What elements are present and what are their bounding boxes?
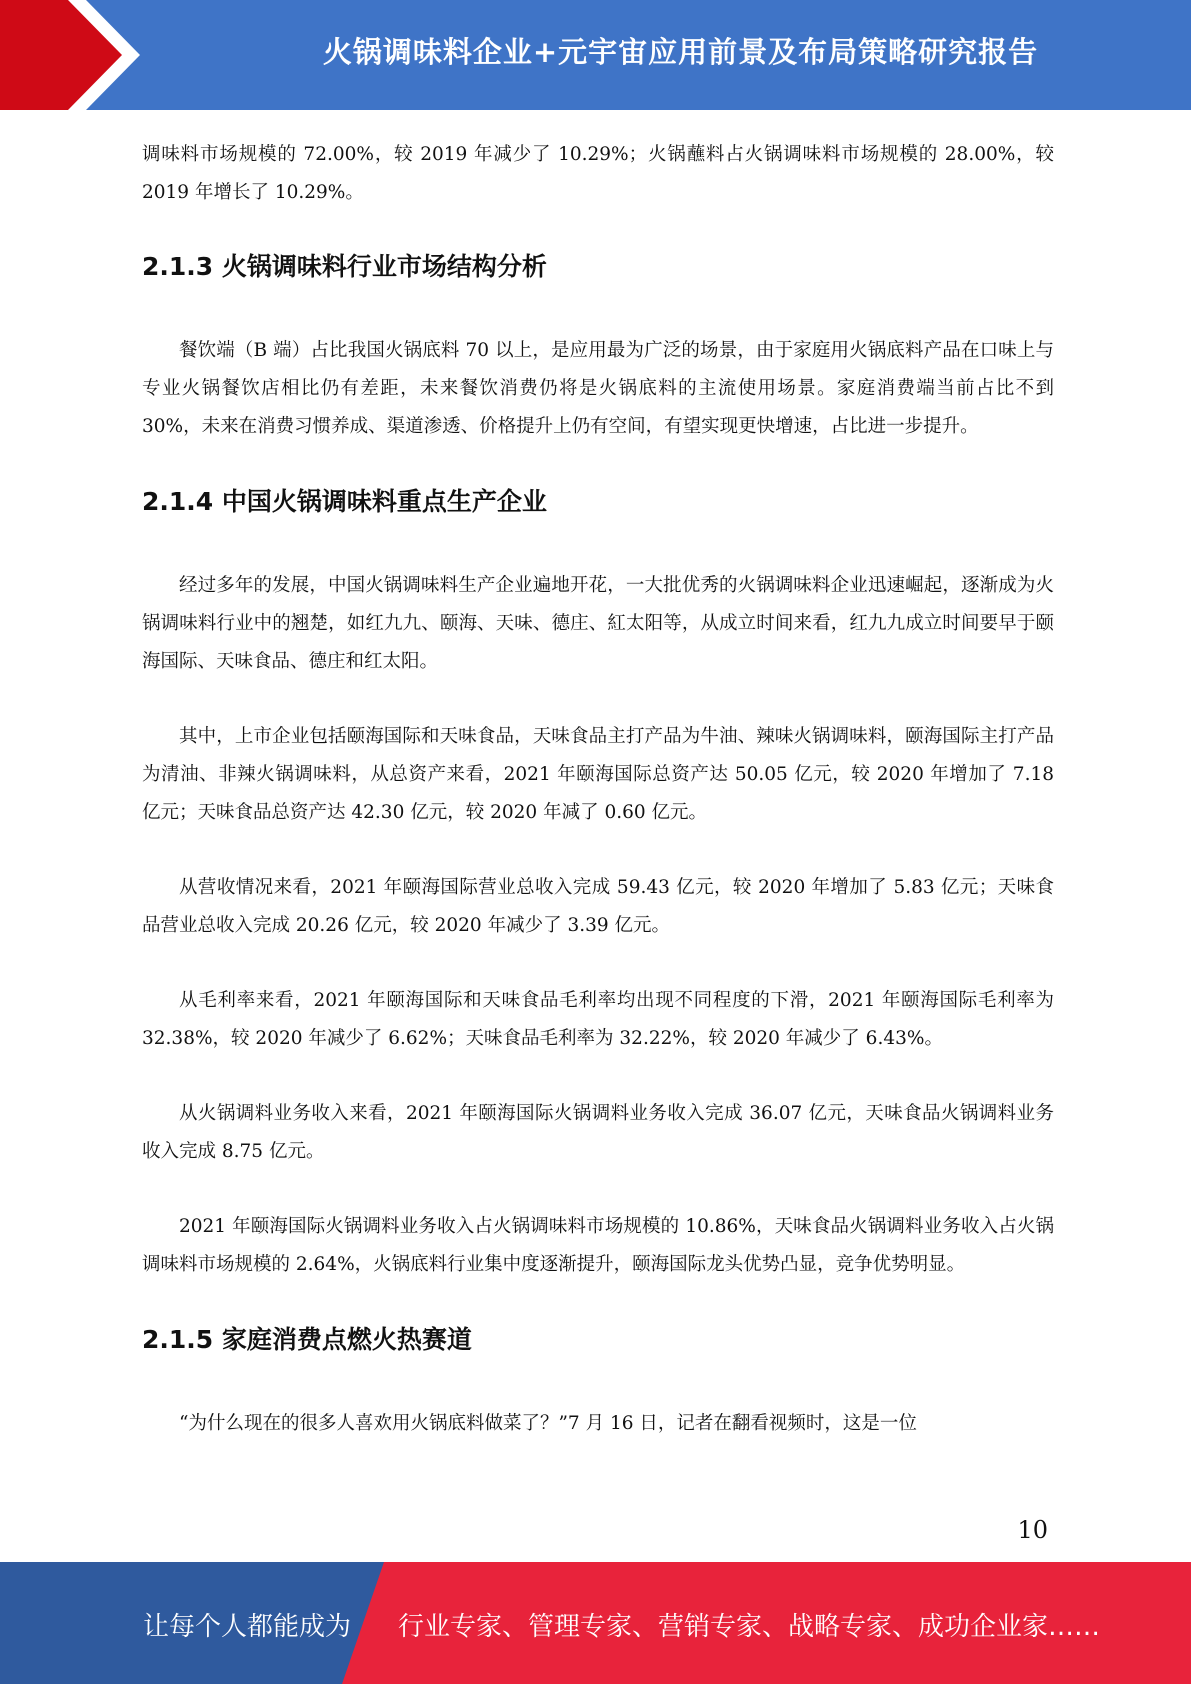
paragraph: 其中，上市企业包括颐海国际和天味食品，天味食品主打产品为牛油、辣味火锅调味料，颐海国际主打产品为清油、非辣火锅调味料，从总资产来看，2021 年颐海国际总资产达 50.05 亿元，较 2020 年增加了 7.18 亿元；天味食品总资产达 42.30 亿元，较 2020 年减了 0.60 亿元。 — [142, 726, 1054, 823]
document-body — [142, 136, 1054, 1480]
paragraph: 从火锅调料业务收入来看，2021 年颐海国际火锅调料业务收入完成 36.07 亿元，天味食品火锅调料业务收入完成 8.75 亿元。 — [142, 1103, 1054, 1162]
page-number: 10 — [1017, 1516, 1048, 1544]
paragraph: “为什么现在的很多人喜欢用火锅底料做菜了？”7 月 16 日，记者在翻看视频时，这是一位 — [179, 1413, 917, 1434]
page-header — [0, 0, 1191, 110]
footer-slogan-left: 让每个人都能成为 — [143, 1612, 352, 1642]
paragraph: 餐饮端（B 端）占比我国火锅底料 70 以上，是应用最为广泛的场景，由于家庭用火锅底料产品在口味上与专业火锅餐饮店相比仍有差距，未来餐饮消费仍将是火锅底料的主流使用场景。家庭消费端当前占比不到 30%，未来在消费习惯养成、渠道渗透、价格提升上仍有空间，有望实现更快增速，占比进一步提升。 — [142, 340, 1054, 437]
paragraph: 从营收情况来看，2021 年颐海国际营业总收入完成 59.43 亿元，较 2020 年增加了 5.83 亿元；天味食品营业总收入完成 20.26 亿元，较 2020 年减少了 3.39 亿元。 — [142, 877, 1054, 936]
footer-slogan-right: 行业专家、管理专家、营销专家、战略专家、成功企业家…… — [398, 1612, 1101, 1642]
report-title: 火锅调味料企业+元宇宙应用前景及布局策略研究报告 — [322, 35, 1039, 69]
intro-paragraph: 调味料市场规模的 72.00%，较 2019 年减少了 10.29%；火锅蘸料占火锅调味料市场规模的 28.00%，较 2019 年增长了 10.29%。 — [142, 144, 1054, 203]
paragraph: 2021 年颐海国际火锅调料业务收入占火锅调味料市场规模的 10.86%，天味食品火锅调料业务收入占火锅调味料市场规模的 2.64%，火锅底料行业集中度逐渐提升，颐海国际龙头优势凸显，竞争优势明显。 — [142, 1216, 1054, 1275]
section-heading-2-1-5: 2.1.5 家庭消费点燃火热赛道 — [142, 1325, 472, 1354]
paragraph: 从毛利率来看，2021 年颐海国际和天味食品毛利率均出现不同程度的下滑，2021 年颐海国际毛利率为 32.38%，较 2020 年减少了 6.62%；天味食品毛利率为 32.22%，较 2020 年减少了 6.43%。 — [142, 990, 1054, 1049]
header-arrow-decoration — [0, 0, 170, 110]
section-heading-2-1-4: 2.1.4 中国火锅调味料重点生产企业 — [142, 487, 547, 516]
section-heading-2-1-3: 2.1.3 火锅调味料行业市场结构分析 — [142, 252, 547, 281]
paragraph: 经过多年的发展，中国火锅调味料生产企业遍地开花，一大批优秀的火锅调味料企业迅速崛起，逐渐成为火锅调味料行业中的翘楚，如红九九、颐海、天味、德庄、紅太阳等，从成立时间来看，红九九成立时间要早于颐海国际、天味食品、德庄和红太阳。 — [142, 575, 1054, 672]
page-footer — [0, 1562, 1191, 1684]
